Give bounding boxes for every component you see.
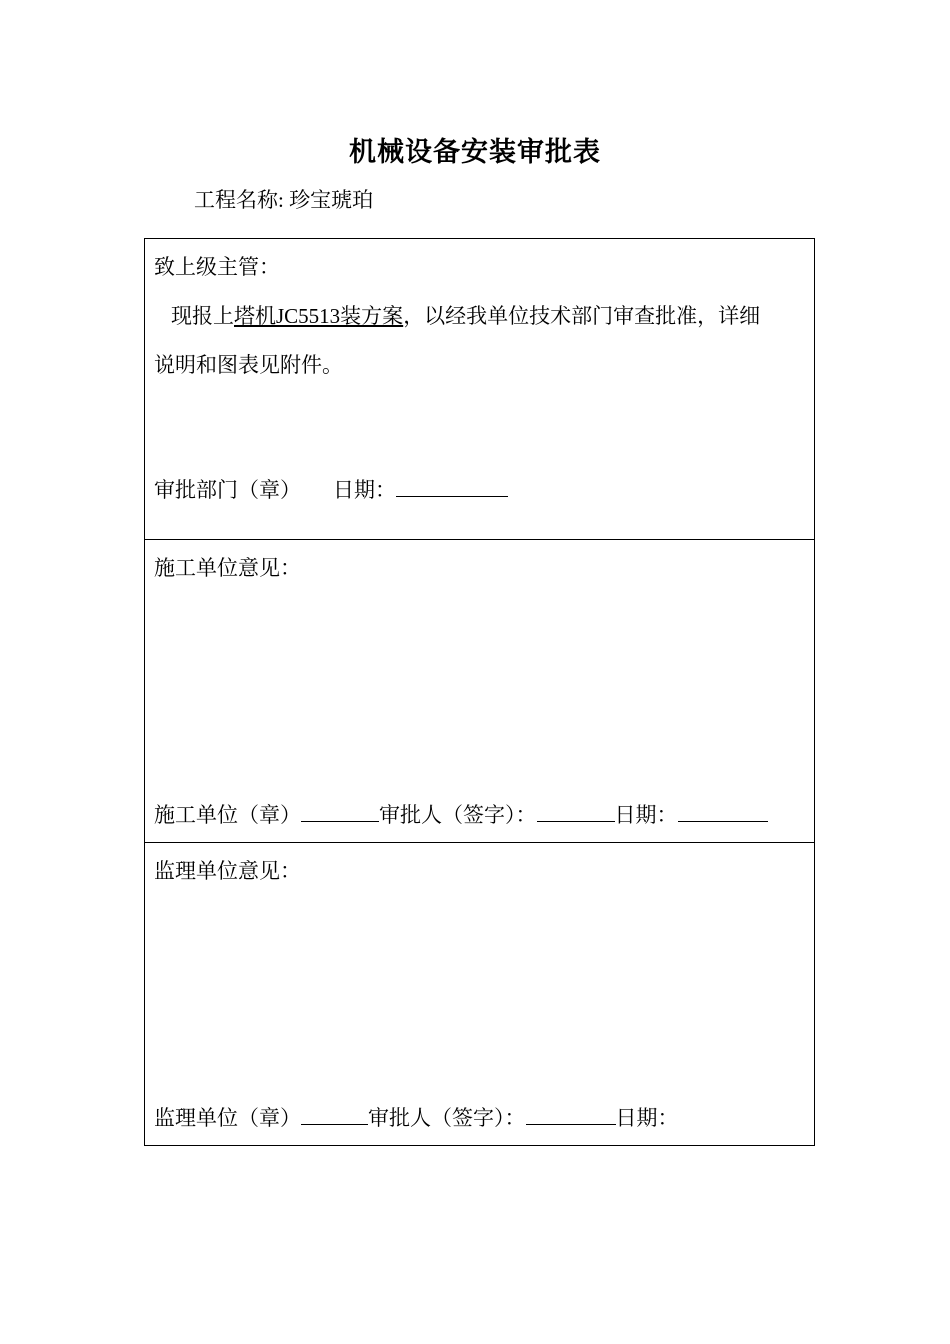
supervisor-heading: 致上级主管： [154,255,280,279]
project-name: 珍宝琥珀 [289,188,374,212]
supervision-unit-field[interactable] [301,1102,368,1125]
form-title: 机械设备安装审批表 [349,137,601,167]
supervision-approver-field[interactable] [526,1102,616,1125]
supervision-heading: 监理单位意见： [154,859,301,883]
supervision-approver-label: 审批人（签字）： [368,1106,526,1130]
contractor-unit-label: 施工单位（章） [154,803,301,827]
submission-prefix: 现报上 [171,304,234,328]
submission-item: 塔机JC5513装方案 [234,304,404,328]
submission-suffix: ，以经我单位技术部门审查批准，详细 [403,304,761,328]
supervisor-section [145,239,814,540]
contractor-unit-field[interactable] [301,799,379,822]
project-label: 工程名称: [194,188,284,212]
approval-form-table [144,238,815,1146]
project-name-line [194,184,373,216]
contractor-section [145,540,814,843]
submission-text-line2: 说明和图表见附件。 [154,353,343,377]
contractor-sign-line [154,799,768,831]
supervision-section [145,843,814,1145]
submission-text-line1 [171,300,760,332]
approval-date-label: 日期： [333,478,396,502]
contractor-approver-field[interactable] [537,799,615,822]
contractor-date-label: 日期： [614,803,678,827]
supervision-sign-line [154,1102,679,1134]
contractor-heading: 施工单位意见： [154,556,301,580]
approval-dept-label: 审批部门（章） [154,478,301,502]
approval-dept-line [154,474,508,506]
supervision-unit-label: 监理单位（章） [154,1106,301,1130]
contractor-approver-label: 审批人（签字）： [379,803,537,827]
contractor-date-field[interactable] [678,799,768,822]
approval-date-field[interactable] [396,474,508,497]
supervision-date-label: 日期： [615,1106,679,1130]
